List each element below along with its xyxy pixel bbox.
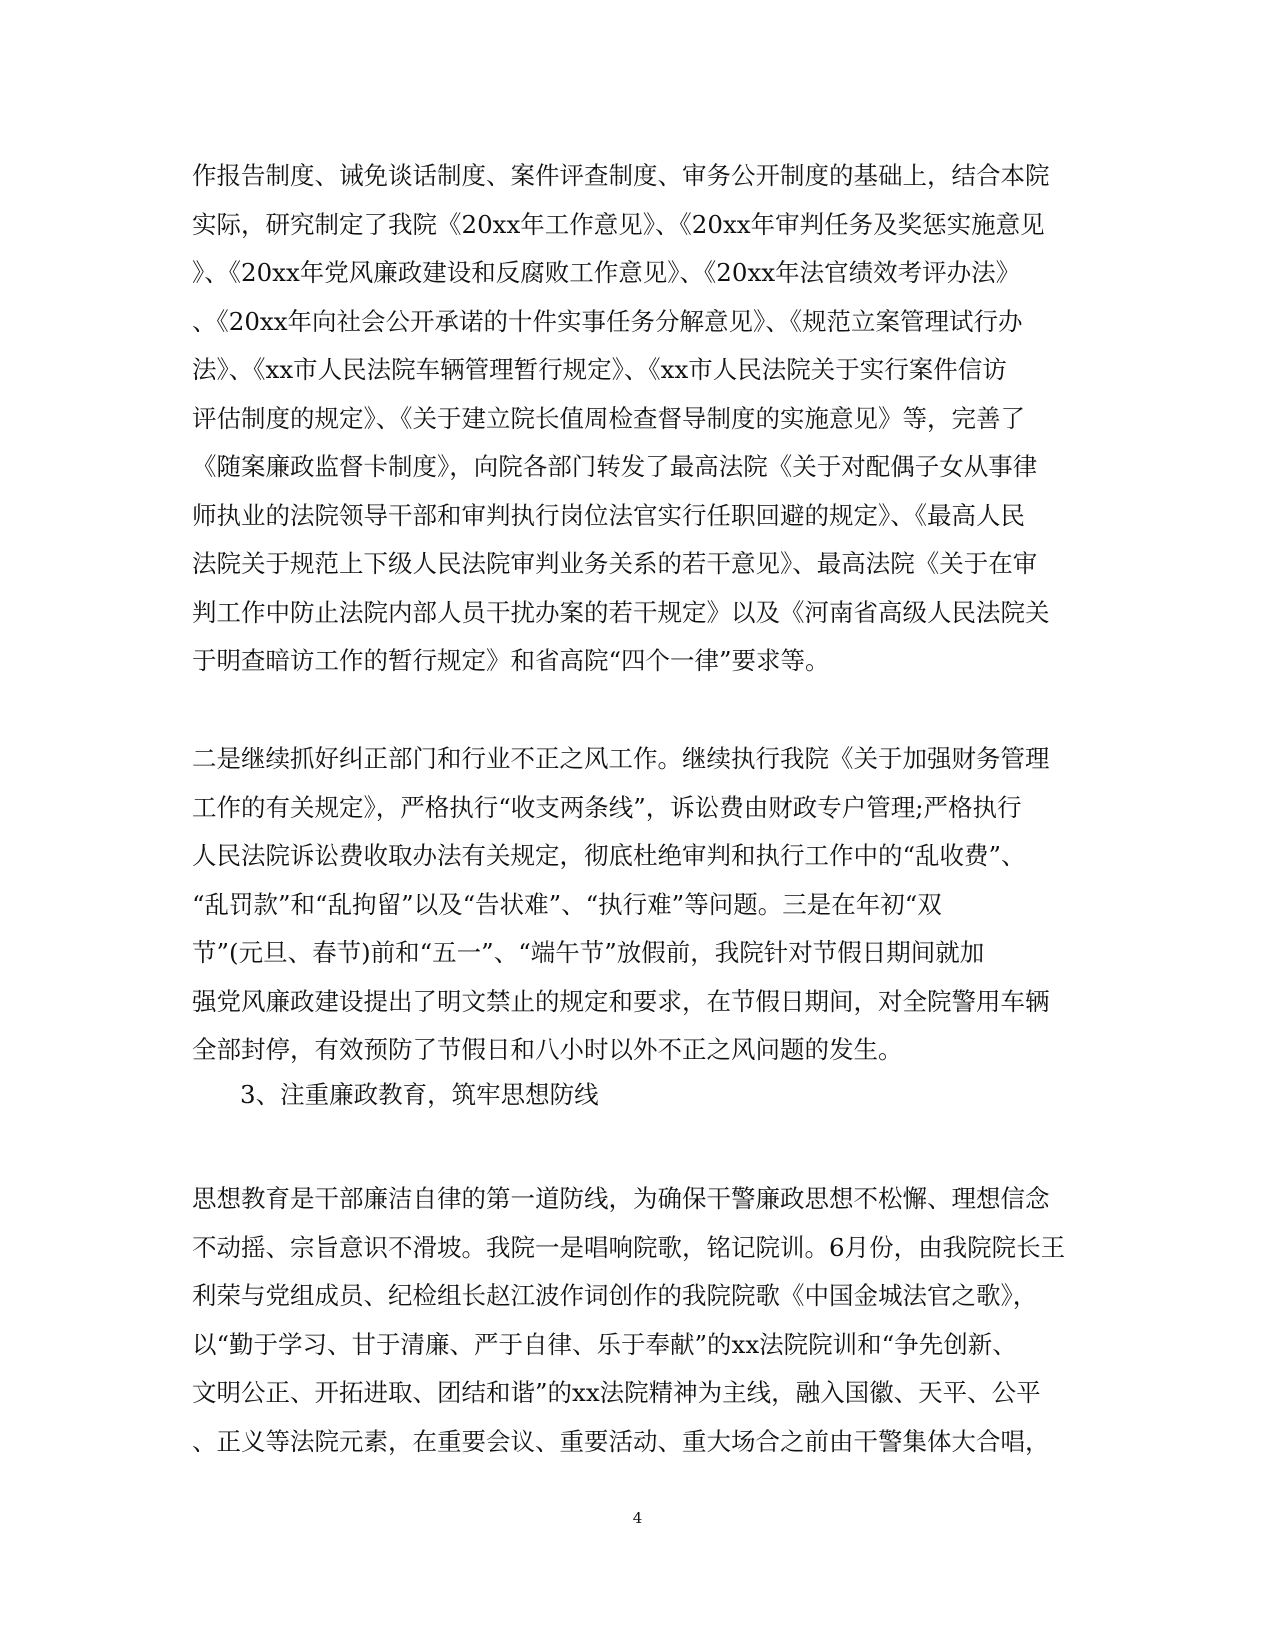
- text-line: 、《20xx年向社会公开承诺的十件实事任务分解意见》、《规范立案管理试行办: [192, 306, 1023, 336]
- text-line: 《随案廉政监督卡制度》，向院各部门转发了最高法院《关于对配偶子女从事律: [192, 452, 1038, 481]
- paragraph-unhealthy-practices: [192, 735, 1082, 1075]
- text-line: 》、《20xx年党风廉政建设和反腐败工作意见》、《20xx年法官绩效考评办法》: [192, 258, 1021, 287]
- text-line: 人民法院诉讼费收取办法有关规定，彻底杜绝审判和执行工作中的“乱收费”、: [192, 841, 1026, 870]
- text-line: 实际，研究制定了我院《20xx年工作意见》、《20xx年审判任务及奖惩实施意见: [192, 209, 1045, 239]
- text-line: 以“勤于学习、甘于清廉、严于自律、乐于奉献”的xx法院院训和“争先创新、: [192, 1329, 1017, 1359]
- text-line: 文明公正、开拓进取、团结和谐”的xx法院精神为主线，融入国徽、天平、公平: [192, 1378, 1041, 1407]
- text-line: 于明查暗访工作的暂行规定》和省高院“四个一律”要求等。: [192, 646, 830, 675]
- text-line: 节”(元旦、春节)前和“五一”、“端午节”放假前，我院针对节假日期间就加: [192, 938, 985, 967]
- text-line: 全部封停，有效预防了节假日和八小时以外不正之风问题的发生。: [192, 1035, 903, 1064]
- text-line: 二是继续抓好纠正部门和行业不正之风工作。继续执行我院《关于加强财务管理: [192, 744, 1050, 773]
- paragraph-education: [192, 1175, 1082, 1466]
- text-line: 法》、《xx市人民法院车辆管理暂行规定》、《xx市人民法院关于实行案件信访: [192, 355, 1007, 384]
- page-number: 4: [632, 1509, 643, 1527]
- text-line: 判工作中防止法院内部人员干扰办案的若干规定》以及《河南省高级人民法院关: [192, 597, 1050, 627]
- text-line: 法院关于规范上下级人民法院审判业务关系的若干意见》、最高法院《关于在审: [192, 549, 1038, 578]
- text-line: “乱罚款”和“乱拘留”以及“告状难”、“执行难”等问题。三是在年初“双: [192, 889, 942, 919]
- section-heading: [240, 1071, 1130, 1120]
- text-line: 评估制度的规定》、《关于建立院长值周检查督导制度的实施意见》等，完善了: [192, 403, 1025, 433]
- section-heading-text: 3、注重廉政教育，筑牢思想防线: [240, 1080, 599, 1109]
- text-line: 强党风廉政建设提出了明文禁止的规定和要求，在节假日期间，对全院警用车辆: [192, 986, 1050, 1016]
- text-line: 作报告制度、诫免谈话制度、案件评查制度、审务公开制度的基础上，结合本院: [192, 161, 1050, 190]
- text-line: 师执业的法院领导干部和审判执行岗位法官实行任职回避的规定》、《最高人民: [192, 500, 1025, 530]
- text-line: 利荣与党组成员、纪检组长赵江波作词创作的我院院歌《中国金城法官之歌》，: [192, 1281, 1038, 1310]
- text-line: 工作的有关规定》，严格执行“收支两条线”，诉讼费由财政专户管理;严格执行: [192, 792, 1022, 822]
- text-line: 不动摇、宗旨意识不滑坡。我院一是唱响院歌，铭记院训。6月份，由我院院长王: [192, 1232, 1066, 1262]
- text-line: 思想教育是干部廉洁自律的第一道防线，为确保干警廉政思想不松懈、理想信念: [192, 1184, 1050, 1213]
- text-line: 、正义等法院元素，在重要会议、重要活动、重大场合之前由干警集体大合唱，: [192, 1426, 1050, 1456]
- paragraph-regulations: [192, 152, 1082, 686]
